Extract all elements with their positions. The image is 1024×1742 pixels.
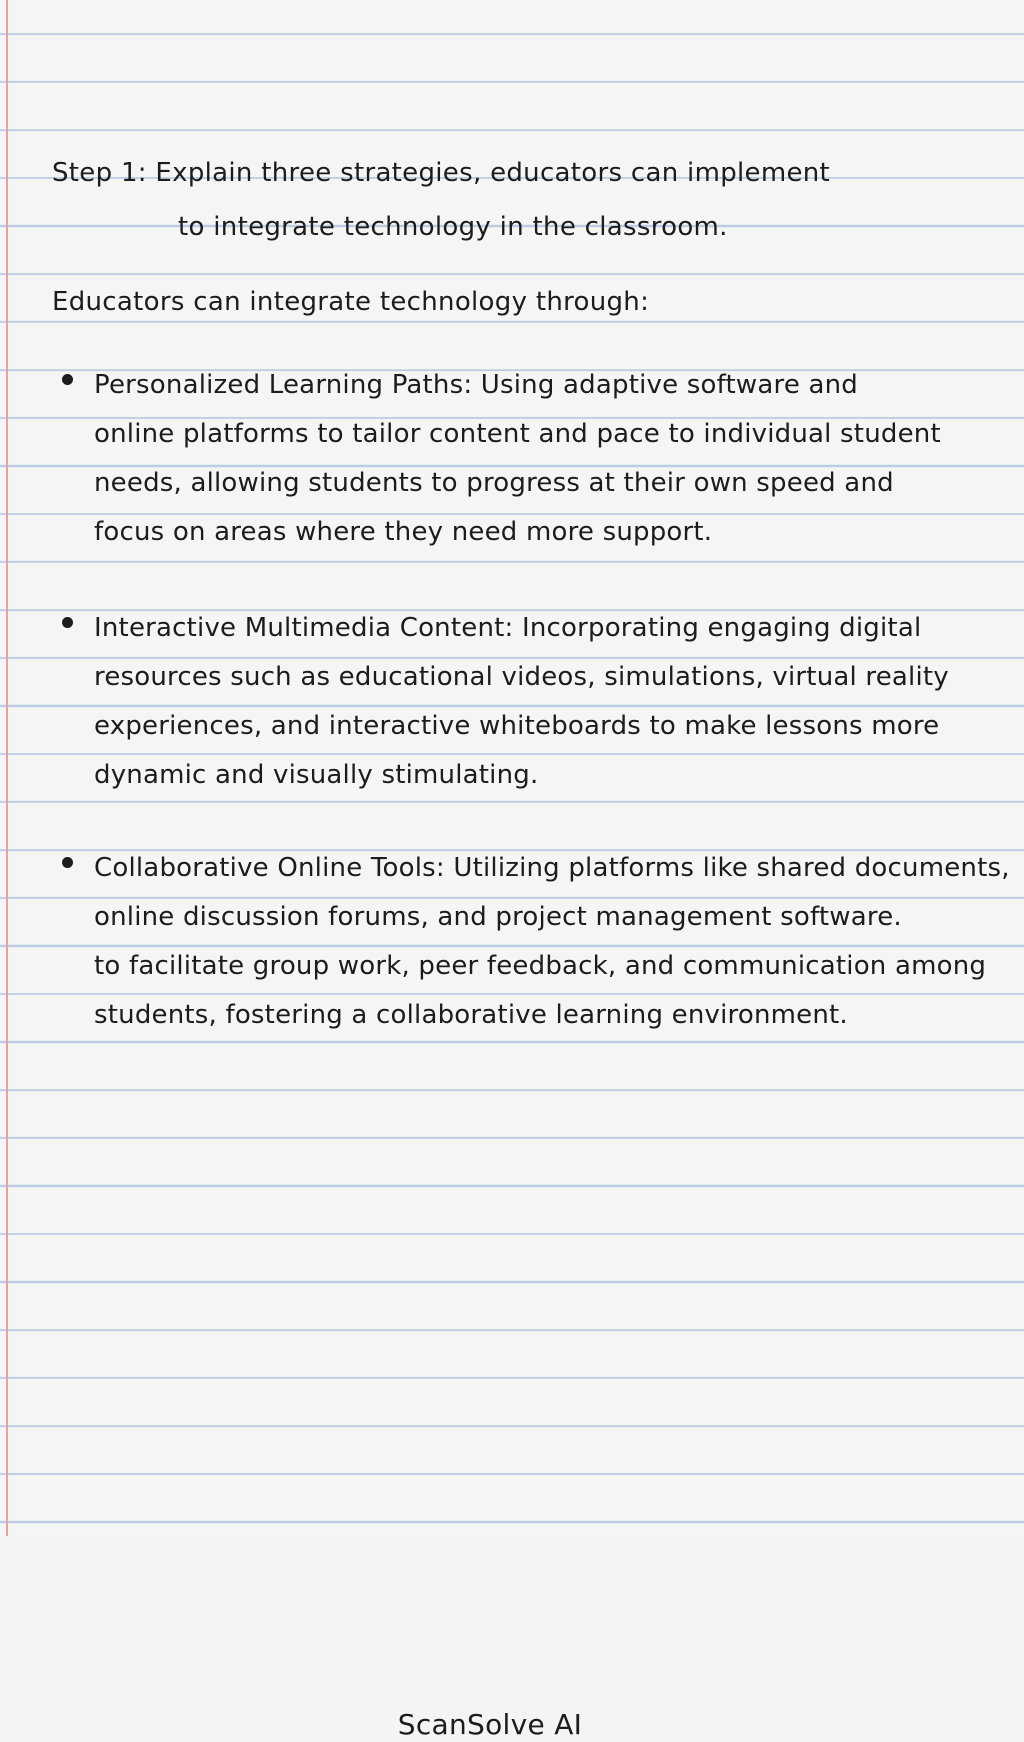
list-item-line: online platforms to tailor content and pace to individual student [94, 419, 941, 449]
list-item-line: students, fostering a collaborative learning environment. [94, 1000, 848, 1030]
list-item-line: to facilitate group work, peer feedback, and communication among [94, 951, 987, 981]
list-item-line: Collaborative Online Tools: Utilizing platforms like shared documents, [94, 853, 1010, 883]
intro-text: Educators can integrate technology through: [52, 287, 650, 317]
bullet-icon [62, 857, 73, 868]
step-prompt-line-2: to integrate technology in the classroom. [178, 212, 728, 242]
bullet-icon [62, 617, 73, 628]
list-item-text [94, 361, 941, 557]
step-prompt [52, 156, 830, 244]
list-item-line: Interactive Multimedia Content: Incorporating engaging digital [94, 613, 922, 643]
list-item-line: resources such as educational videos, simulations, virtual reality [94, 662, 949, 692]
list-item-line: dynamic and visually stimulating. [94, 760, 539, 790]
bullet-icon [62, 374, 73, 385]
list-item-line: Personalized Learning Paths: Using adaptive software and [94, 370, 859, 400]
list-item-text [94, 604, 949, 800]
list-item-line: experiences, and interactive whiteboards to make lessons more [94, 711, 940, 741]
list-item-text [94, 844, 1010, 1040]
list-item-line: online discussion forums, and project management software. [94, 902, 902, 932]
list-item-line: needs, allowing students to progress at their own speed and [94, 468, 894, 498]
step-prompt-line-1: Step 1: Explain three strategies, educators can implement [52, 158, 831, 188]
margin-line [6, 0, 8, 1536]
brand-footer: ScanSolve AI [397, 1708, 583, 1741]
list-item-line: focus on areas where they need more support. [94, 517, 713, 547]
